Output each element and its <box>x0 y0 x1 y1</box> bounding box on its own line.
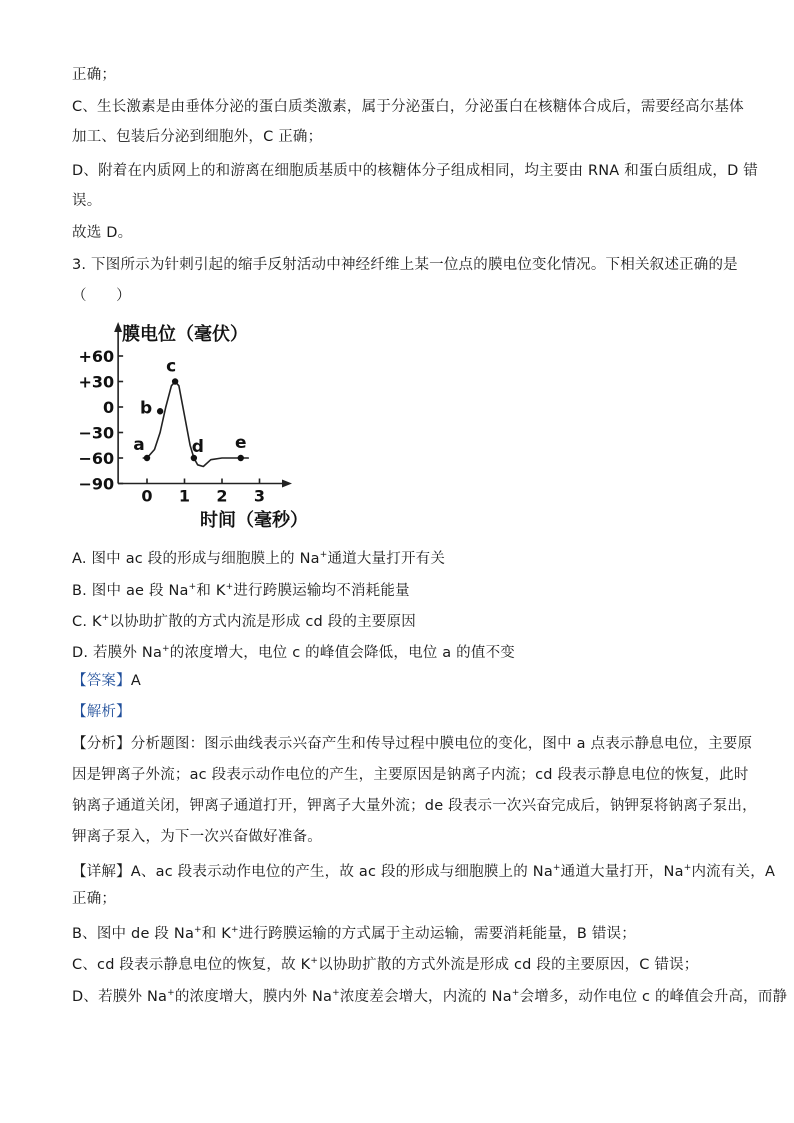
analysis-line: 钠离子通道关闭，钾离子通道打开，钾离子大量外流；de 段表示一次兴奋完成后，钠钾泵将钠离子泵出， <box>72 798 757 814</box>
text-line: C、生长激素是由垂体分泌的蛋白质类激素，属于分泌蛋白，分泌蛋白在核糖体合成后，需要经高尔基体 <box>72 99 744 115</box>
point-b <box>157 408 163 414</box>
y-tick-label: −60 <box>78 449 115 468</box>
x-tick-label: 2 <box>216 486 228 506</box>
text-line: D、附着在内质网上的和游离在细胞质基质中的核糖体分子组成相同，均主要由 RNA 和蛋白质组成，D 错 <box>72 163 758 179</box>
analysis-line: 因是钾离子外流；ac 段表示动作电位的产生，主要原因是钠离子内流；cd 段表示静息电位的恢复，此时 <box>72 767 749 783</box>
point-e <box>238 455 244 461</box>
detail-line: 【详解】A、ac 段表示动作电位的产生，故 ac 段的形成与细胞膜上的 Na+通道大量打开，Na+内流有关，A <box>72 863 776 880</box>
answer-value: A <box>130 673 141 689</box>
detail-line: B、图中 de 段 Na+和 K+进行跨膜运输的方式属于主动运输，需要消耗能量，B 错误； <box>72 925 636 942</box>
x-tick-label: 3 <box>253 486 266 506</box>
x-axis-arrow <box>282 480 292 488</box>
x-axis-label: 时间（毫秒） <box>200 510 308 531</box>
detail-line: 正确； <box>72 891 117 907</box>
x-tick-label: 0 <box>141 486 153 506</box>
option-d[interactable]: D. 若膜外 Na+的浓度增大，电位 c 的峰值会降低，电位 a 的值不变 <box>72 644 515 661</box>
point-label-c: c <box>166 356 177 377</box>
analysis-label: 【解析】 <box>72 704 131 720</box>
y-tick-label: −30 <box>78 423 115 443</box>
text-line: 正确； <box>72 67 117 83</box>
point-label-a: a <box>133 435 145 455</box>
y-tick-label: −90 <box>78 474 115 494</box>
point-label-e: e <box>234 433 247 453</box>
x-tick-label: 1 <box>178 486 191 506</box>
detail-line: C、cd 段表示静息电位的恢复，故 K+以协助扩散的方式外流是形成 cd 段的主要原因，C 错误； <box>72 956 699 973</box>
answer-label: 【答案】 <box>72 673 131 689</box>
text-line: 故选 D。 <box>72 225 133 241</box>
point-label-b: b <box>140 398 153 419</box>
answer-line <box>72 671 141 691</box>
point-c <box>172 378 178 384</box>
y-tick-label: +60 <box>78 347 115 366</box>
analysis-line: 【分析】分析题图：图示曲线表示兴奋产生和传导过程中膜电位的变化，图中 a 点表示静息电位，主要原 <box>72 736 753 752</box>
question-stem: 3. 下图所示为针刺引起的缩手反射活动中神经纤维上某一位点的膜电位变化情况。下相关叙述正确的是 <box>72 257 738 273</box>
text-line: 加工、包装后分泌到细胞外，C 正确； <box>72 129 323 145</box>
analysis-line: 钾离子泵入，为下一次兴奋做好准备。 <box>72 829 322 845</box>
point-a <box>144 455 150 461</box>
option-b[interactable]: B. 图中 ae 段 Na+和 K+进行跨膜运输均不消耗能量 <box>72 582 410 599</box>
detail-line: D、若膜外 Na+的浓度增大，膜内外 Na+浓度差会增大，内流的 Na+会增多，动作电位 c 的峰值会升高，而静 <box>72 988 788 1005</box>
option-c[interactable]: C. K+以协助扩散的方式内流是形成 cd 段的主要原因 <box>72 613 416 630</box>
point-label-d: d <box>191 437 204 457</box>
text-line: 误。 <box>72 193 102 209</box>
y-axis-arrow <box>114 322 122 332</box>
answer-bracket: （ ） <box>72 288 131 304</box>
y-axis-label: 膜电位（毫伏） <box>122 324 248 345</box>
membrane-potential-chart <box>70 318 320 533</box>
y-tick-label: 0 <box>102 398 115 417</box>
y-tick-label: +30 <box>78 372 115 392</box>
option-a[interactable]: A. 图中 ac 段的形成与细胞膜上的 Na+通道大量打开有关 <box>72 550 446 567</box>
